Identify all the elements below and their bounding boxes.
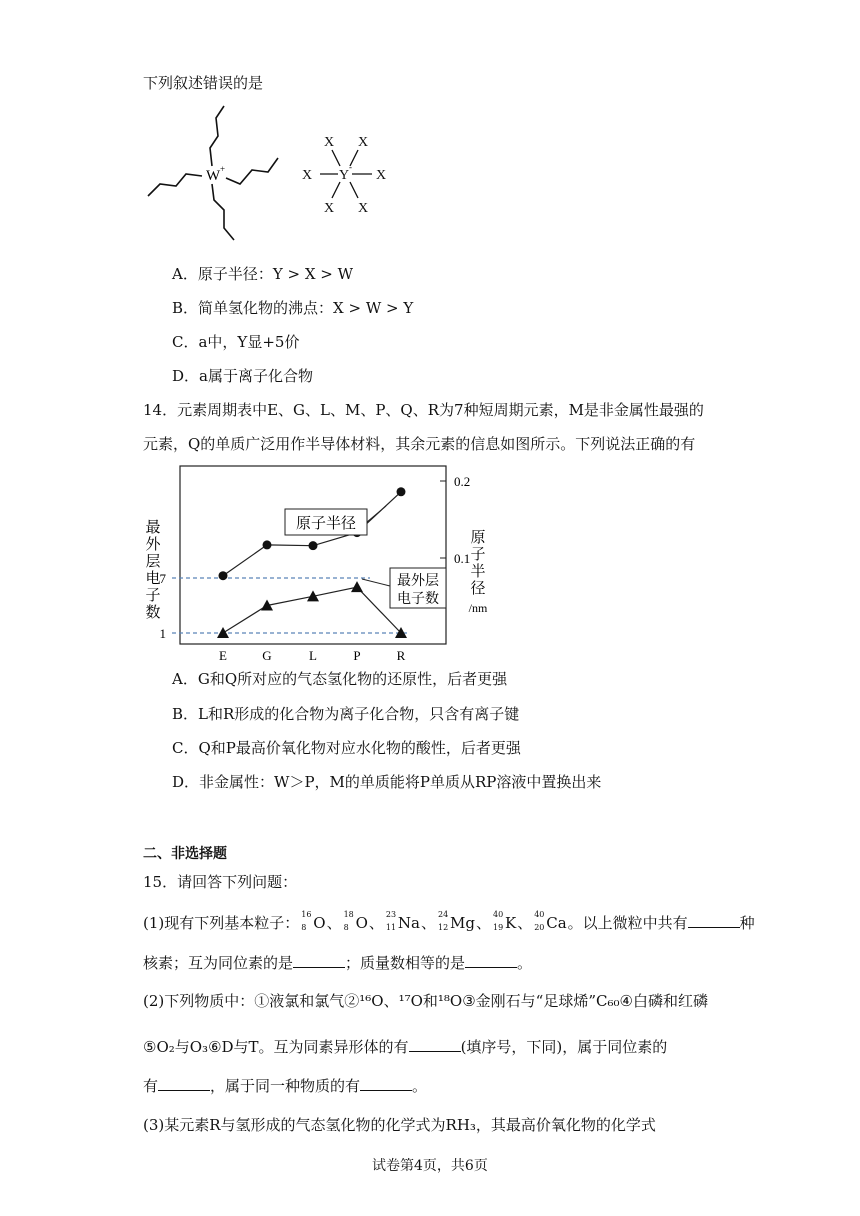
plot-frame — [180, 466, 446, 644]
electron-data-point — [217, 627, 229, 638]
callout-electrons-label: 最外层 — [397, 573, 439, 589]
answer-blank[interactable] — [293, 953, 345, 968]
anion-ligand-top-right: X — [358, 135, 369, 150]
anion-ligand-left: X — [302, 168, 313, 183]
q13-option-c: C．a中，Y显+5价 — [172, 333, 300, 351]
left-axis-label-char: 电 — [145, 569, 161, 587]
q15-head: 15．请回答下列问题： — [143, 873, 298, 891]
x-tick-label: E — [219, 648, 227, 663]
q14-stem-line2: 元素，Q的单质广泛用作半导体材料，其余元素的信息如图所示。下列说法正确的有 — [143, 435, 696, 453]
left-tick-label: 1 — [159, 626, 166, 641]
q14-option-c: C．Q和P最高价氧化物对应水化物的酸性，后者更强 — [172, 739, 521, 757]
anion-charge: - — [349, 162, 352, 172]
left-axis-label-char: 数 — [145, 603, 161, 621]
radius-data-point — [397, 487, 406, 496]
q14-stem-line1: 14．元素周期表中E、G、L、M、P、Q、R为7种短周期元素，M是非金属性最强的 — [143, 401, 704, 419]
answer-blank[interactable] — [360, 1076, 412, 1091]
x-tick-label: P — [353, 648, 361, 663]
callout-electrons-label: 电子数 — [397, 591, 439, 607]
left-tick-label: 7 — [159, 571, 166, 586]
q15-part1-line1: (1)现有下列基本粒子： 16 8 O、 18 8 O、 23 11 Na、 24 12 Mg、 40 19 K、 40 20 Ca。以上微粒中共有 种 — [143, 910, 755, 932]
question-intro: 下列叙述错误的是 — [143, 74, 264, 92]
electron-data-point — [351, 581, 363, 592]
cation-charge: + — [220, 164, 226, 174]
q15-part2-line3: 有 ，属于同一种物质的有 。 — [143, 1077, 428, 1095]
callout-radius-label: 原子半径 — [295, 514, 357, 532]
q15-part1-line2: 核素；互为同位素的是 ；质量数相等的是 。 — [143, 954, 533, 972]
element-chart — [130, 460, 510, 666]
compound-a-structure — [140, 100, 420, 250]
q15-part2-line2: ⑤O₂与O₃⑥D与T。互为同素异形体的有 (填序号，下同)，属于同位素的 — [143, 1038, 668, 1056]
answer-blank[interactable] — [465, 953, 517, 968]
q13-option-b: B．简单氢化物的沸点：X > W > Y — [172, 299, 414, 317]
right-axis-label-char: 原 — [470, 528, 486, 546]
q14-option-a: A．G和Q所对应的气态氢化物的还原性，后者更强 — [172, 670, 508, 688]
callout-radius-pointer — [367, 506, 386, 522]
right-tick-label: 0.1 — [454, 551, 471, 566]
q15-part3: (3)某元素R与氢形成的气态氢化物的化学式为RH₃，其最高价氧化物的化学式 — [143, 1116, 656, 1134]
anion-ligand-top-left: X — [324, 135, 335, 150]
answer-blank[interactable] — [688, 913, 740, 928]
x-tick-label: L — [309, 648, 317, 663]
right-axis-label-char: 径 — [470, 579, 486, 597]
page-footer: 试卷第4页，共6页 — [372, 1158, 488, 1174]
answer-blank[interactable] — [409, 1037, 461, 1052]
cation-center-label: W — [206, 168, 221, 184]
right-axis-label-char: /nm — [468, 601, 488, 615]
right-axis-label-char: 子 — [470, 545, 486, 563]
right-tick-label: 0.2 — [454, 474, 471, 489]
nuclide-symbol: 18 8 O — [343, 910, 368, 932]
radius-data-point — [219, 571, 228, 580]
anion-ligand-right: X — [376, 168, 387, 183]
left-axis-label-char: 最 — [145, 518, 161, 536]
right-axis-label-char: 半 — [470, 562, 486, 580]
q14-option-b: B．L和R形成的化合物为离子化合物，只含有离子键 — [172, 705, 520, 723]
q13-option-d: D．a属于离子化合物 — [172, 367, 313, 385]
nuclide-symbol: 40 19 K — [492, 910, 517, 932]
anion-ligand-bottom-left: X — [324, 201, 335, 216]
anion-ligand-bottom-right: X — [358, 201, 369, 216]
x-tick-label: G — [262, 648, 272, 663]
x-tick-label: R — [396, 648, 406, 663]
q13-option-a: A．原子半径：Y > X > W — [172, 265, 354, 283]
radius-data-point — [263, 540, 272, 549]
radius-data-point — [309, 541, 318, 550]
nuclide-symbol: 16 8 O — [301, 910, 326, 932]
nuclide-list: 16 8 O、 18 8 O、 23 11 Na、 24 12 Mg、 40 19 K、 40 20 Ca — [301, 910, 567, 932]
section-title: 二、非选择题 — [143, 846, 227, 862]
left-axis-label-char: 外 — [145, 535, 161, 553]
callout-electrons-pointer — [362, 579, 390, 586]
answer-blank[interactable] — [158, 1076, 210, 1091]
q15-part2-line1: (2)下列物质中：①液氯和氯气②¹⁶O、¹⁷O和¹⁸O③金刚石与“足球烯”C₆₀④白磷和红磷 — [143, 992, 708, 1010]
nuclide-symbol: 23 11 Na — [385, 910, 420, 932]
left-axis-label-char: 子 — [145, 586, 161, 604]
left-axis-label-char: 层 — [145, 552, 161, 570]
nuclide-symbol: 40 20 Ca — [534, 910, 567, 932]
nuclide-symbol: 24 12 Mg — [438, 910, 475, 932]
anion-center-label: Y — [339, 168, 350, 183]
q14-option-d: D．非金属性：W＞P，M的单质能将P单质从RP溶液中置换出来 — [172, 773, 602, 791]
